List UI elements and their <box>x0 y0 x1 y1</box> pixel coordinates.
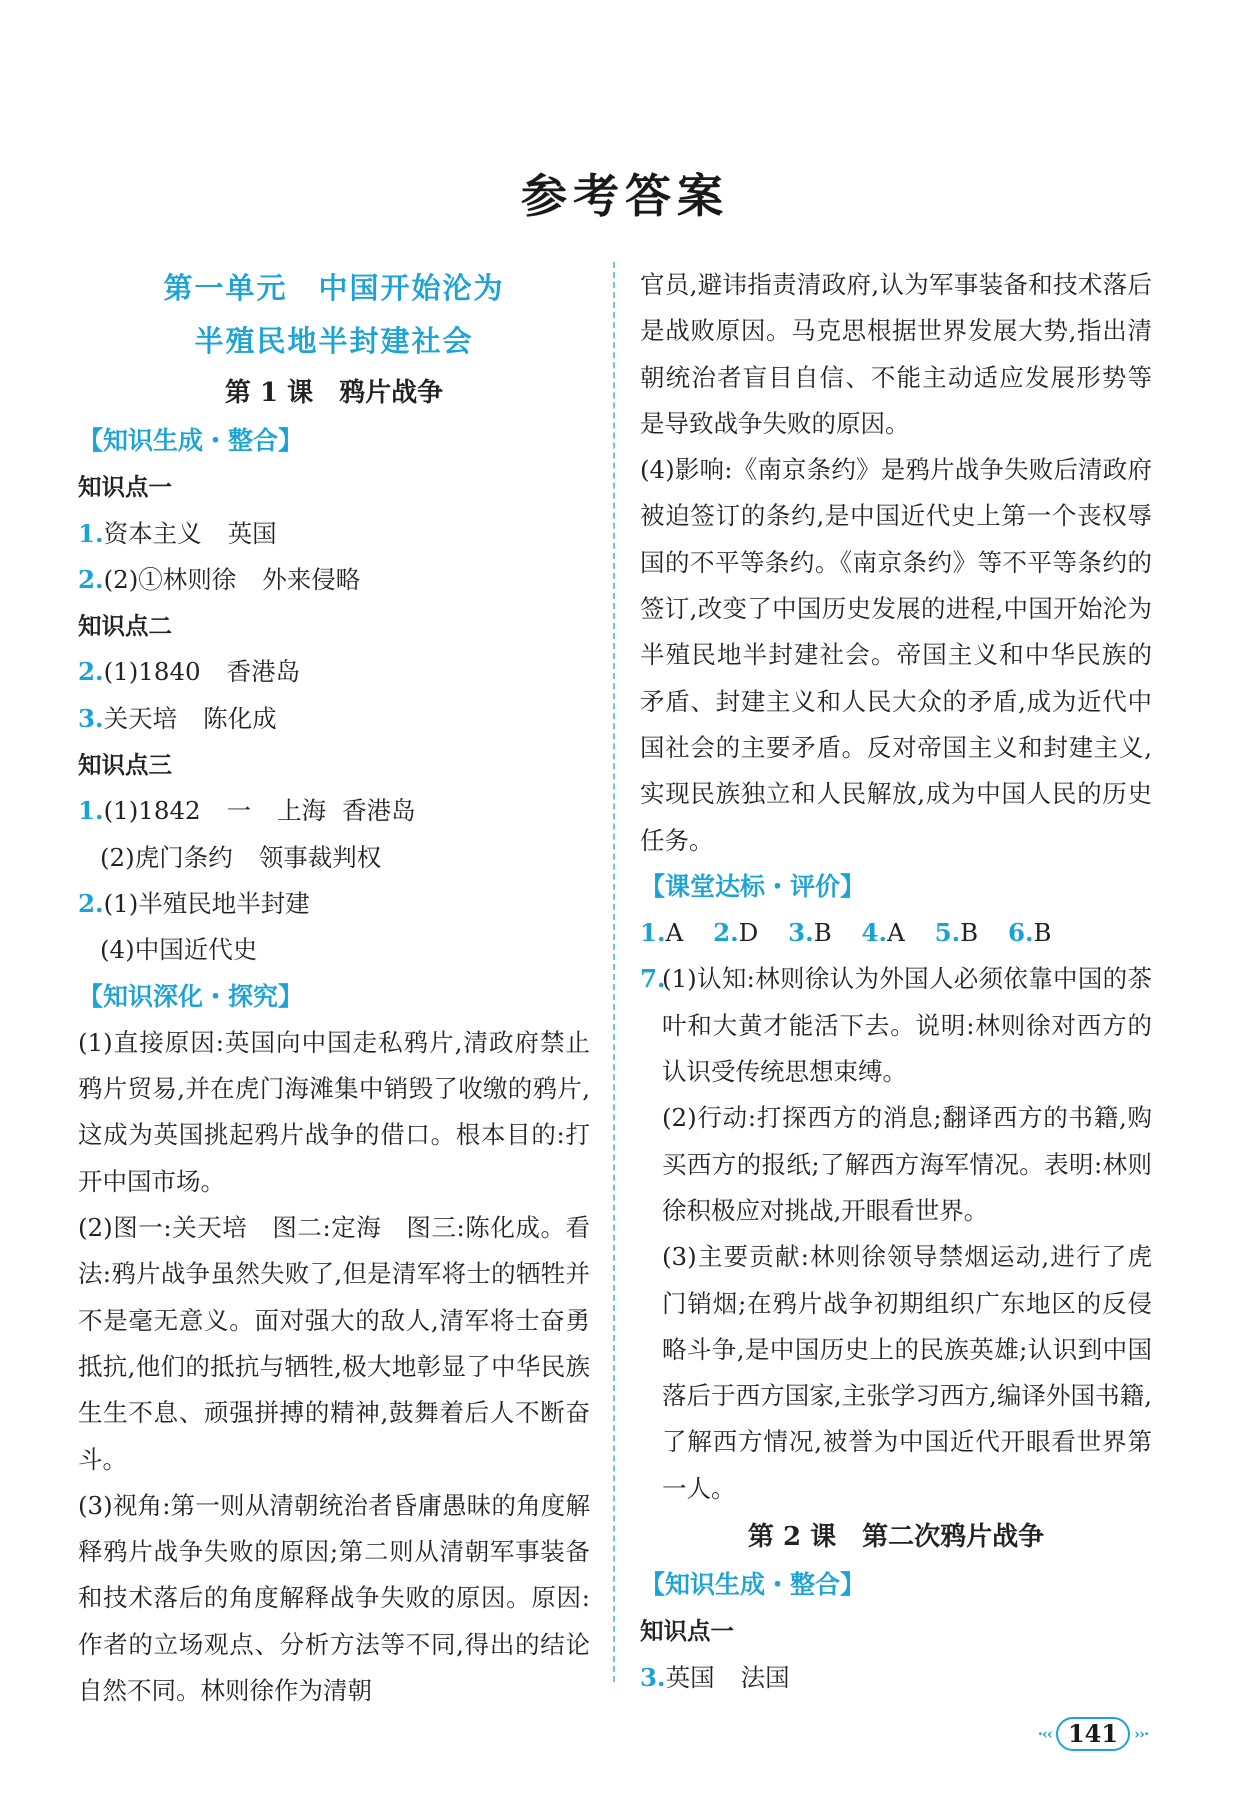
answer-line <box>78 649 590 695</box>
answer-line <box>78 835 590 881</box>
unit-title-line1: 第一单元 中国开始沦为 <box>163 271 505 305</box>
answer-text: (4)中国近代史 <box>100 935 258 965</box>
answer-text: (2)①林则徐 <box>103 564 237 594</box>
answer-text: (1)半殖民地半封建 <box>103 888 310 918</box>
answer-text: (2)虎门条约 <box>100 842 233 872</box>
section-class-assessment: 【课堂达标・评价】 <box>640 871 866 901</box>
answer-paragraph: (3)主要贡献:林则徐领导禁烟运动,进行了虎门销烟;在鸦片战争初期组织广东地区的反侵略斗争,是中国历史上的民族英雄;认识到中国落后于西方国家,主张学习西方,编译外国书籍,了解西方情况,被誉为中国近代开眼看世界第一人。 <box>662 1242 1152 1503</box>
answer-text: 英国 <box>665 1662 715 1692</box>
section-knowledge-deepening: 【知识深化・探究】 <box>78 981 304 1011</box>
mc-item: 1.A <box>640 918 684 948</box>
unit-title-line2: 半殖民地半封建社会 <box>194 324 474 358</box>
answer-text: 陈化成 <box>203 703 277 733</box>
knowledge-point-1: 知识点一 <box>78 473 172 502</box>
left-chevrons-icon: ·‹‹ <box>1037 1725 1052 1743</box>
knowledge-point-2: 知识点二 <box>78 612 172 641</box>
knowledge-point-3: 知识点三 <box>78 751 172 780</box>
column-divider <box>613 262 615 1682</box>
page-number-text: 141 <box>1056 1717 1130 1751</box>
page-title: 参考答案 <box>521 169 729 223</box>
answer-line <box>78 881 590 927</box>
answer-text: 香港岛 <box>342 796 416 826</box>
answer-text: 香港岛 <box>226 657 301 687</box>
mc-item: 2.D <box>713 918 759 948</box>
question-number: 3. <box>78 703 104 733</box>
question-number: 2. <box>78 657 104 687</box>
answer-line <box>78 511 590 557</box>
lesson2-title: 第 2 课 第二次鸦片战争 <box>747 1522 1045 1553</box>
question-number: 7. <box>640 964 666 994</box>
answer-paragraph: (4)影响:《南京条约》是鸦片战争失败后清政府被迫签订的条约,是中国近代史上第一个丧权辱国的不平等条约。《南京条约》等不平等条约的签订,改变了中国历史发展的进程,中国开始沦为半殖民地半封建社会。帝国主义和中华民族的矛盾、封建主义和人民大众的矛盾,成为近代中国社会的主要矛盾。反对帝国主义和封建主义,实现民族独立和人民解放,成为中国人民的历史任务。 <box>640 455 1152 855</box>
question-7 <box>640 956 1152 1512</box>
mc-item: 6.B <box>1007 918 1052 948</box>
section-knowledge-generation: 【知识生成・整合】 <box>78 426 304 455</box>
question-number: 1. <box>78 518 104 548</box>
section-knowledge-generation-2: 【知识生成・整合】 <box>640 1570 866 1600</box>
mc-item: 3.B <box>788 918 832 948</box>
answer-paragraph: (1)直接原因:英国向中国走私鸦片,清政府禁止鸦片贸易,并在虎门海滩集中销毁了收缴的鸦片,这成为英国挑起鸦片战争的借口。根本目的:打开中国市场。 <box>78 1027 590 1196</box>
knowledge-point-1-lesson2: 知识点一 <box>640 1617 734 1646</box>
answer-text: 英国 <box>227 518 277 548</box>
answer-line <box>640 1655 1152 1701</box>
answer-text: (1)1840 <box>103 657 201 687</box>
answer-paragraph: (2)行动:打探西方的消息;翻译西方的书籍,购买西方的报纸;了解西方海军情况。表明:林则徐积极应对挑战,开眼看世界。 <box>662 1103 1152 1225</box>
answer-text: 领事裁判权 <box>258 842 382 872</box>
answer-text: 关天培 <box>103 703 178 733</box>
multiple-choice-answers <box>640 910 1152 956</box>
answer-text: (1)1842 <box>103 796 201 826</box>
answer-line <box>78 696 590 742</box>
right-column <box>640 262 1152 1701</box>
left-column <box>78 262 590 1714</box>
mc-item: 4.A <box>861 918 905 948</box>
question-number: 3. <box>640 1662 666 1692</box>
question-number: 2. <box>78 888 104 918</box>
answer-line <box>78 927 590 973</box>
answer-line <box>78 557 590 603</box>
answer-paragraph: 官员,避讳指责清政府,认为军事装备和技术落后是战败原因。马克思根据世界发展大势,指出清朝统治者盲目自信、不能主动适应发展形势等是导致战争失败的原因。 <box>640 270 1152 438</box>
question-number: 1. <box>78 796 104 826</box>
page-number <box>1018 1714 1168 1754</box>
right-chevrons-icon: ››· <box>1134 1725 1149 1743</box>
answer-text: 法国 <box>740 1662 790 1692</box>
answer-paragraph: (2)图一:关天培 图二:定海 图三:陈化成。看法:鸦片战争虽然失败了,但是清军将士的牺牲并不是毫无意义。面对强大的敌人,清军将士奋勇抵抗,他们的抵抗与牺牲,极大地彰显了中华民族生生不息、顽强拼搏的精神,鼓舞着后人不断奋斗。 <box>78 1213 590 1474</box>
answer-text: 外来侵略 <box>262 564 361 594</box>
mc-item: 5.B <box>934 918 979 948</box>
question-number: 2. <box>78 564 104 594</box>
answer-paragraph: (1)认知:林则徐认为外国人必须依靠中国的茶叶和大黄才能活下去。说明:林则徐对西方的认识受传统思想束缚。 <box>662 964 1152 1087</box>
answer-text: 一 <box>226 796 252 826</box>
lesson1-title: 第 1 课 鸦片战争 <box>224 378 444 408</box>
answer-text: 上海 <box>277 796 327 826</box>
answer-line <box>78 788 590 834</box>
answer-paragraph: (3)视角:第一则从清朝统治者昏庸愚昧的角度解释鸦片战争失败的原因;第二则从清朝军事装备和技术落后的角度解释战争失败的原因。原因:作者的立场观点、分析方法等不同,得出的结论自然不同。林则徐作为清朝 <box>78 1490 590 1706</box>
answer-text: 资本主义 <box>103 518 202 548</box>
